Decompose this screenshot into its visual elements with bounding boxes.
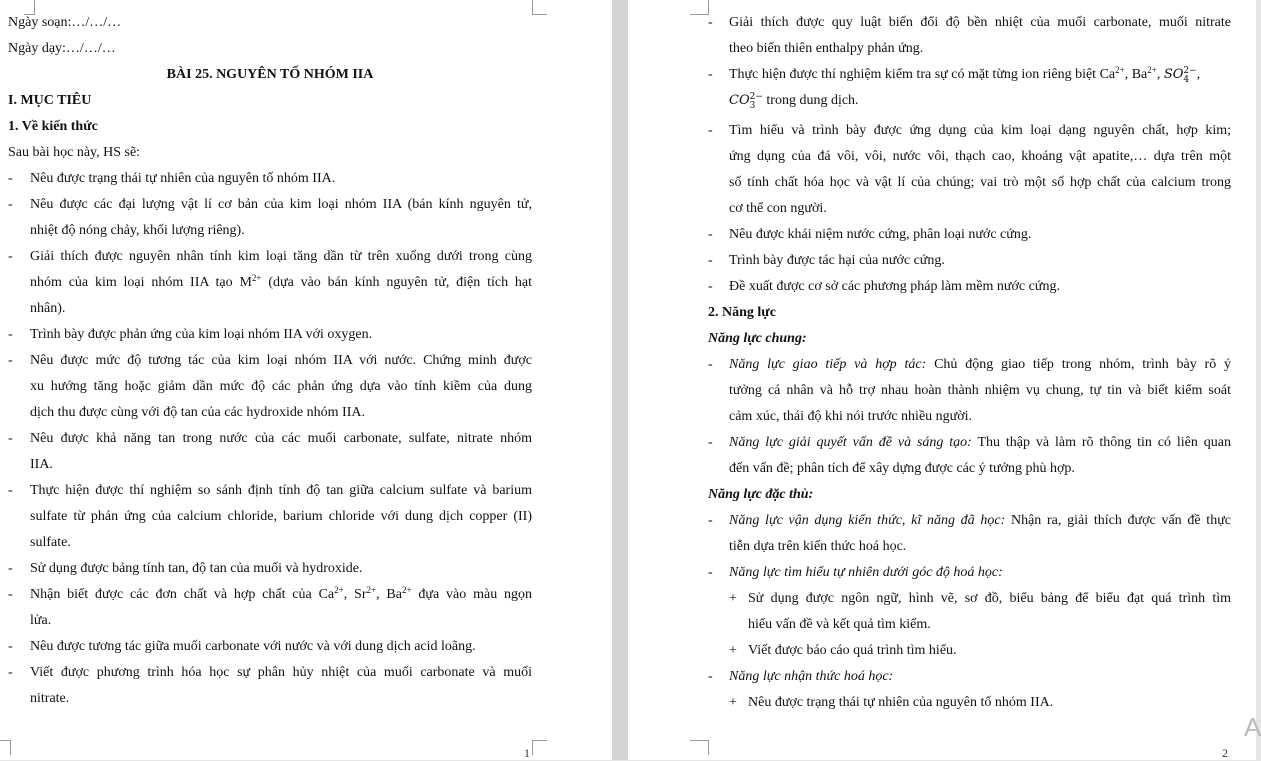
text-run: đựa vào màu ngọn [418, 587, 533, 602]
list-item-cont: hiểu vấn đề và kết quả tìm kiếm. [748, 617, 931, 632]
page-number: 2 [1222, 746, 1228, 760]
text-run: Ba [386, 587, 402, 602]
list-item-cont: cảm xúc, thái độ khi nói trước nhiều người. [729, 409, 973, 424]
competence-label: Năng lực giao tiếp và hợp tác: [729, 357, 927, 372]
text-run: Sr [354, 587, 367, 602]
list-item-cont: sulfate từ phản ứng của calcium chloride, barium chloride với dung dịch copper (II) [30, 509, 532, 524]
list-item: Nêu được tương tác giữa muối carbonate với nước và với dung dịch acid loãng. [30, 639, 476, 654]
list-item: Giải thích được quy luật biến đổi độ bền nhiệt của muối carbonate, muối nitrate [729, 15, 1231, 30]
section-objectives: I. MỤC TIÊU [8, 93, 92, 108]
bullet-dash: - [708, 123, 713, 138]
bullet-dash: - [708, 15, 713, 30]
text-run: nhóm của kim loại nhóm IIA tạo M [30, 275, 252, 290]
margin-corner-mark [532, 0, 547, 15]
bullet-dash: - [708, 565, 713, 580]
list-item-cont [30, 274, 532, 292]
list-item-cont: đến vấn đề; phân tích để xây dựng được các ý tưởng phù hợp. [729, 461, 1075, 476]
list-item-cont: tiễn dựa trên kiến thức hoá học. [729, 539, 907, 554]
margin-corner-mark [690, 740, 709, 755]
subscript-index: 4 [1183, 75, 1190, 85]
list-item-cont: số tính chất hóa học và vật lí của chúng; vai trò một số hợp chất của calcium trong [729, 175, 1231, 190]
subsection-knowledge: 1. Về kiến thức [8, 119, 98, 134]
text-run: Chủ động giao tiếp trong nhóm, trình bày rõ ý [934, 357, 1231, 372]
list-item-cont: tưởng cá nhân và hỗ trợ nhau hoàn thành nhiệm vụ chung, tự tin và biết kiểm soát [729, 383, 1231, 398]
comma: , [1156, 67, 1161, 82]
subscript-index: 3 [749, 101, 756, 111]
list-item-cont: nhiệt độ nóng chảy, khối lượng riêng). [30, 223, 245, 238]
charge-superscript: 2+ [334, 585, 344, 595]
bullet-dash: - [8, 483, 13, 498]
document-page-1 [0, 0, 612, 760]
charge-superscript: 2+ [401, 585, 412, 595]
comma: , [1124, 67, 1129, 82]
competence-label: Năng lực tìm hiểu tự nhiên dưới góc độ hoá học: [729, 565, 1003, 580]
list-item [729, 434, 1231, 452]
list-item-cont: nitrate. [30, 691, 70, 706]
list-item-cont: nhân). [30, 301, 66, 316]
margin-corner-mark [690, 0, 709, 15]
list-item [729, 512, 1231, 530]
list-item: Nêu được các đại lượng vật lí cơ bản của kim loại nhóm IIA (bán kính nguyên tử, [30, 197, 532, 212]
charge-superscript: 2− [749, 92, 763, 102]
subsection-competence: 2. Năng lực [708, 305, 776, 320]
list-item-cont: dịch thu được cùng với độ tan của các hydroxide nhóm IIA. [30, 405, 365, 420]
margin-corner-mark [532, 740, 547, 755]
margin-corner-mark [0, 740, 11, 755]
list-item: Nêu được khả năng tan trong nước của các muối carbonate, sulfate, nitrate nhóm [30, 431, 532, 446]
list-item: Đề xuất được cơ sở các phương pháp làm mềm nước cứng. [729, 279, 1060, 294]
bullet-dash: - [708, 513, 713, 528]
text-run: (dựa vào bán kính nguyên tử, điện tích hạt [268, 275, 533, 290]
list-item [729, 356, 1231, 374]
bullet-plus: + [729, 591, 737, 606]
bullet-dash: - [8, 431, 13, 446]
list-item [30, 586, 532, 604]
list-item [729, 66, 1200, 85]
charge-superscript: 2− [1183, 66, 1197, 76]
bullet-plus: + [729, 643, 737, 658]
list-item-cont: ứng dụng của đá vôi, vôi, nước vôi, thạch cao, khoáng vật apatite,… dựa trên một [729, 149, 1231, 164]
list-item-cont [729, 92, 859, 111]
carbonate-formula [729, 92, 763, 111]
lesson-title: BÀI 25. NGUYÊN TỐ NHÓM IIA [166, 67, 374, 82]
competence-label: Năng lực nhận thức hoá học: [729, 669, 894, 684]
list-item: Sử dụng được ngôn ngữ, hình vẽ, sơ đồ, biểu bảng để biểu đạt quá trình tìm [748, 591, 1231, 606]
bullet-dash: - [708, 435, 713, 450]
overflow-glyph: A [1244, 712, 1261, 742]
text-run: Ba [1131, 67, 1148, 82]
list-item: Trình bày được tác hại của nước cứng. [729, 253, 945, 268]
page-number: 1 [524, 746, 530, 760]
bullet-dash: - [708, 357, 713, 372]
bullet-dash: - [8, 639, 13, 654]
text-run: Thu thập và làm rõ thông tin có liên quan [977, 435, 1231, 450]
comma: , [376, 587, 380, 602]
competence-label: Năng lực vận dụng kiến thức, kĩ năng đã học: [729, 513, 1006, 528]
bullet-dash: - [708, 227, 713, 242]
list-item: Giải thích được nguyên nhân tính kim loại tăng dần từ trên xuống dưới trong cùng [30, 249, 532, 264]
charge-superscript: 2+ [251, 273, 262, 283]
formula-text: CO [729, 93, 750, 108]
list-item-cont: cơ thể con người. [729, 201, 827, 216]
comma: , [343, 587, 348, 602]
charge-superscript: 2+ [1115, 65, 1125, 75]
list-item: Tìm hiểu và trình bày được ứng dụng của kim loại dạng nguyên chất, hợp kim; [729, 123, 1231, 138]
list-item: Nêu được mức độ tương tác của kim loại nhóm IIA với nước. Chứng minh được [30, 353, 532, 368]
specific-competence-heading: Năng lực đặc thù: [708, 487, 814, 502]
list-item: Viết được báo cáo quá trình tìm hiểu. [748, 643, 957, 658]
date-prepared: Ngày soạn:…/…/… [8, 15, 122, 30]
list-item: Nêu được khái niệm nước cứng, phân loại nước cứng. [729, 227, 1032, 242]
charge-superscript: 2+ [1147, 65, 1157, 75]
text-run: Nhận biết được các đơn chất và hợp chất của Ca [30, 587, 335, 602]
list-item-cont: lửa. [30, 613, 52, 628]
list-item-cont: theo biến thiên enthalpy phản ứng. [729, 41, 924, 56]
bullet-dash: - [8, 353, 13, 368]
competence-label: Năng lực giải quyết vấn đề và sáng tạo: [729, 435, 972, 450]
list-item: Trình bày được phản ứng của kim loại nhóm IIA với oxygen. [30, 327, 373, 342]
sulfate-formula [1163, 66, 1197, 85]
margin-corner-mark [24, 0, 35, 15]
bullet-dash: - [8, 197, 13, 212]
bullet-dash: - [8, 665, 13, 680]
bullet-dash: - [8, 327, 13, 342]
list-item: Sử dụng được bảng tính tan, độ tan của muối và hydroxide. [30, 561, 363, 576]
page-gutter [612, 0, 628, 760]
bullet-dash: - [8, 587, 13, 602]
list-item-cont: sulfate. [30, 535, 71, 550]
bullet-dash: - [8, 249, 13, 264]
text-run: Nhận ra, giải thích được vấn đề thực [1010, 513, 1232, 528]
intro-text: Sau bài học này, HS sẽ: [8, 145, 141, 160]
bullet-plus: + [729, 695, 737, 710]
bullet-dash: - [8, 171, 13, 186]
comma: , [1196, 67, 1201, 82]
general-competence-heading: Năng lực chung: [708, 331, 807, 346]
list-item-cont: IIA. [30, 457, 53, 472]
list-item: Thực hiện được thí nghiệm so sánh định tính độ tan giữa calcium sulfate và barium [30, 483, 532, 498]
bullet-dash: - [708, 67, 713, 82]
formula-indices [1183, 67, 1196, 85]
list-item: Nêu được trạng thái tự nhiên của nguyên tố nhóm IIA. [748, 695, 1054, 710]
bullet-dash: - [708, 669, 713, 684]
charge-superscript: 2+ [366, 585, 377, 595]
list-item: Viết được phương trình hóa học sự phân hủy nhiệt của muối carbonate và muối [30, 665, 532, 680]
text-run: trong dung dịch. [766, 93, 859, 108]
document-page-2 [628, 0, 1261, 760]
bullet-dash: - [708, 253, 713, 268]
list-item: Nêu được trạng thái tự nhiên của nguyên tố nhóm IIA. [30, 171, 336, 186]
formula-indices [750, 93, 763, 111]
bullet-dash: - [8, 561, 13, 576]
list-item-cont: xu hướng tăng hoặc giảm dần mức độ các phản ứng dựa vào tính kiềm của dung [30, 379, 532, 394]
bullet-dash: - [708, 279, 713, 294]
formula-text: SO [1163, 67, 1184, 82]
text-run: Thực hiện được thí nghiệm kiểm tra sự có mặt từng ion riêng biệt Ca [729, 67, 1116, 82]
date-taught: Ngày dạy:…/…/… [8, 41, 116, 56]
